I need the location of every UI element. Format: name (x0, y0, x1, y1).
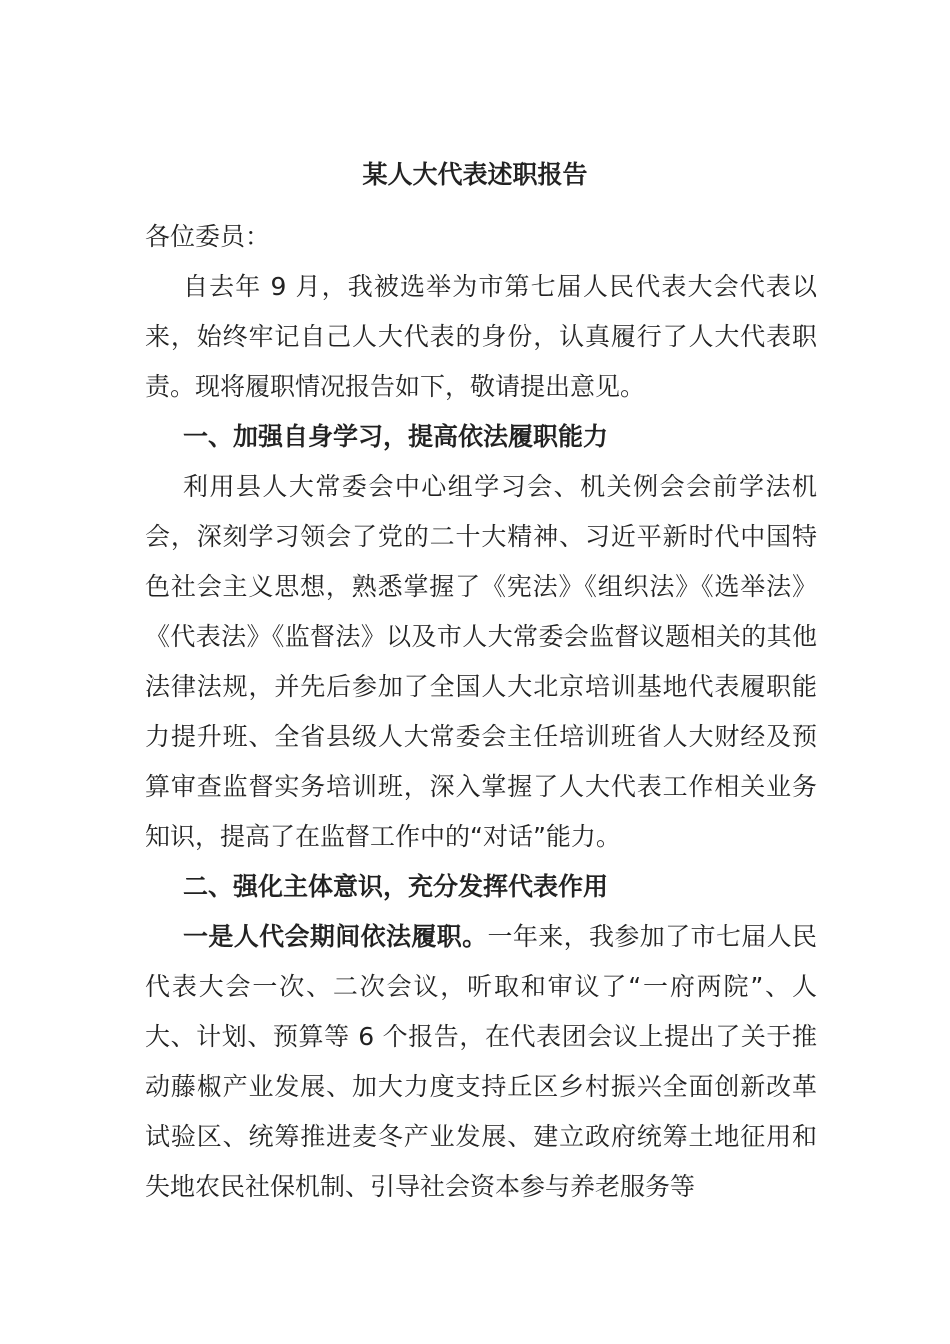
intro-paragraph: 自去年 9 月，我被选举为市第七届人民代表大会代表以来，始终牢记自己人大代表的身份，认真履行了人大代表职责。现将履职情况报告如下，敬请提出意见。 (145, 272, 817, 401)
section-2-body: 一年来，我参加了市七届人民代表大会一次、二次会议，听取和审议了“一府两院”、人大、计划、预算等 6 个报告，在代表团会议上提出了关于推动藤椒产业发展、加大力度支持丘区乡村振兴全面创新改革试验区、统筹推进麦冬产业发展、建立政府统筹土地征用和失地农民社保机制、引导社会资本参与养老服务等 (145, 922, 817, 1201)
section-1-heading: 一、加强自身学习，提高依法履职能力 (183, 422, 609, 451)
document-title: 某人大代表述职报告 (362, 160, 588, 189)
document-body (145, 212, 817, 1212)
salutation: 各位委员： (145, 222, 271, 251)
section-1-paragraph: 利用县人大常委会中心组学习会、机关例会会前学法机会，深刻学习领会了党的二十大精神、习近平新时代中国特色社会主义思想，熟悉掌握了《宪法》《组织法》《选举法》《代表法》《监督法》以及市人大常委会监督议题相关的其他法律法规，并先后参加了全国人大北京培训基地代表履职能力提升班、全省县级人大常委会主任培训班省人大财经及预算审查监督实务培训班，深入掌握了人大代表工作相关业务知识，提高了在监督工作中的“对话”能力。 (145, 472, 817, 851)
section-2-heading: 二、强化主体意识，充分发挥代表作用 (183, 872, 609, 901)
section-2-lead: 一是人代会期间依法履职。 (183, 922, 488, 951)
section-2-paragraph (145, 912, 817, 1212)
